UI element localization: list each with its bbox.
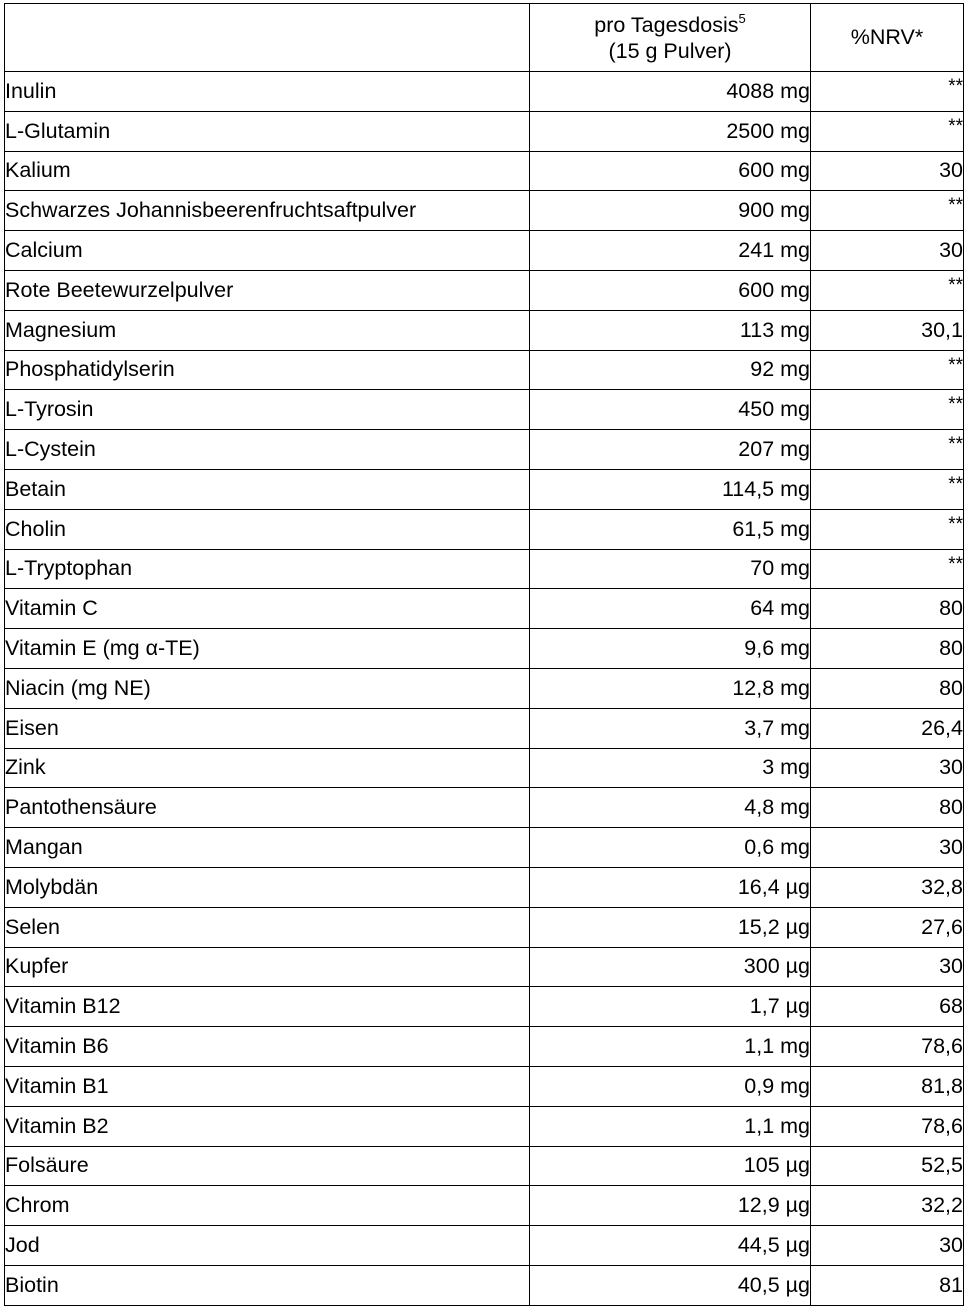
table-row <box>5 788 964 828</box>
nutrient-name: Folsäure <box>5 1146 530 1186</box>
nutrient-amount: 900 mg <box>530 191 811 231</box>
nutrient-amount: 70 mg <box>530 549 811 589</box>
nutrient-amount: 1,1 mg <box>530 1106 811 1146</box>
nutrient-name: Molybdän <box>5 867 530 907</box>
table-row <box>5 350 964 390</box>
nutrient-amount: 207 mg <box>530 430 811 470</box>
nutrient-amount: 12,8 mg <box>530 668 811 708</box>
nutrient-name: Jod <box>5 1226 530 1266</box>
table-row <box>5 947 964 987</box>
table-row <box>5 72 964 112</box>
table-row <box>5 708 964 748</box>
table-row <box>5 151 964 191</box>
table-row <box>5 231 964 271</box>
nutrient-nrv: 80 <box>811 788 964 828</box>
header-dose-line1: pro Tagesdosis <box>594 12 739 37</box>
nutrient-name: Vitamin B2 <box>5 1106 530 1146</box>
nutrient-name: Chrom <box>5 1186 530 1226</box>
nutrient-name: Cholin <box>5 509 530 549</box>
nutrient-amount: 113 mg <box>530 310 811 350</box>
nutrient-amount: 105 µg <box>530 1146 811 1186</box>
header-dose-cell <box>530 4 811 72</box>
nutrient-amount: 2500 mg <box>530 111 811 151</box>
nutrient-name: Vitamin B12 <box>5 987 530 1027</box>
nutrient-amount: 61,5 mg <box>530 509 811 549</box>
nutrient-name: Vitamin B1 <box>5 1066 530 1106</box>
table-row <box>5 1186 964 1226</box>
nutrient-amount: 16,4 µg <box>530 867 811 907</box>
nutrient-name: Magnesium <box>5 310 530 350</box>
nutrient-nrv: ** <box>811 350 964 390</box>
nutrient-name: Zink <box>5 748 530 788</box>
nutrient-amount: 3,7 mg <box>530 708 811 748</box>
nutrient-name: Betain <box>5 469 530 509</box>
nutrient-nrv: 81 <box>811 1265 964 1305</box>
nutrient-name: Phosphatidylserin <box>5 350 530 390</box>
nutrient-name: Vitamin C <box>5 589 530 629</box>
nutrient-nrv: 78,6 <box>811 1027 964 1067</box>
nutrient-name: L-Tryptophan <box>5 549 530 589</box>
nutrient-name: Biotin <box>5 1265 530 1305</box>
nutrient-amount: 600 mg <box>530 270 811 310</box>
nutrient-name: Inulin <box>5 72 530 112</box>
nutrient-nrv: 30 <box>811 1226 964 1266</box>
table-row <box>5 509 964 549</box>
table-row <box>5 748 964 788</box>
nutrient-amount: 0,6 mg <box>530 828 811 868</box>
table-row <box>5 1265 964 1305</box>
nutrient-amount: 0,9 mg <box>530 1066 811 1106</box>
nutrient-amount: 44,5 µg <box>530 1226 811 1266</box>
nutrient-nrv: 30,1 <box>811 310 964 350</box>
table-row <box>5 430 964 470</box>
nutrient-name: L-Glutamin <box>5 111 530 151</box>
table-row <box>5 1146 964 1186</box>
header-nrv-cell: %NRV* <box>811 4 964 72</box>
nutrient-nrv: ** <box>811 111 964 151</box>
nutrient-name: Kalium <box>5 151 530 191</box>
table-row <box>5 390 964 430</box>
nutrient-nrv: ** <box>811 191 964 231</box>
nutrient-nrv: 30 <box>811 151 964 191</box>
nutrient-nrv: ** <box>811 430 964 470</box>
nutrient-amount: 300 µg <box>530 947 811 987</box>
nutrition-table <box>4 3 964 1306</box>
nutrient-amount: 15,2 µg <box>530 907 811 947</box>
nutrient-nrv: 80 <box>811 629 964 669</box>
nutrient-nrv: 30 <box>811 231 964 271</box>
nutrient-nrv: ** <box>811 72 964 112</box>
nutrient-amount: 114,5 mg <box>530 469 811 509</box>
nutrient-name: Kupfer <box>5 947 530 987</box>
nutrient-name: Rote Beetewurzelpulver <box>5 270 530 310</box>
nutrient-nrv: 30 <box>811 748 964 788</box>
nutrient-nrv: 32,2 <box>811 1186 964 1226</box>
nutrient-name: Pantothensäure <box>5 788 530 828</box>
nutrient-nrv: 27,6 <box>811 907 964 947</box>
nutrient-nrv: ** <box>811 549 964 589</box>
nutrient-name: Vitamin B6 <box>5 1027 530 1067</box>
nutrient-name: Calcium <box>5 231 530 271</box>
table-row <box>5 987 964 1027</box>
nutrient-nrv: 68 <box>811 987 964 1027</box>
table-body <box>5 72 964 1306</box>
nutrient-amount: 64 mg <box>530 589 811 629</box>
nutrient-amount: 450 mg <box>530 390 811 430</box>
nutrient-name: Selen <box>5 907 530 947</box>
nutrient-nrv: 30 <box>811 828 964 868</box>
table-row <box>5 469 964 509</box>
header-footnote-marker: 5 <box>738 10 746 26</box>
table-row <box>5 1106 964 1146</box>
nutrient-nrv: ** <box>811 469 964 509</box>
table-row <box>5 629 964 669</box>
nutrient-amount: 600 mg <box>530 151 811 191</box>
header-dose-line2: (15 g Pulver) <box>608 38 732 63</box>
nutrient-name: Mangan <box>5 828 530 868</box>
table-row <box>5 589 964 629</box>
table-row <box>5 867 964 907</box>
table-row <box>5 270 964 310</box>
nutrient-amount: 92 mg <box>530 350 811 390</box>
table-row <box>5 668 964 708</box>
nutrient-name: Niacin (mg NE) <box>5 668 530 708</box>
nutrient-amount: 4088 mg <box>530 72 811 112</box>
nutrient-nrv: ** <box>811 270 964 310</box>
nutrient-nrv: ** <box>811 509 964 549</box>
nutrient-nrv: 30 <box>811 947 964 987</box>
header-row <box>5 4 964 72</box>
nutrient-name: L-Cystein <box>5 430 530 470</box>
table-row <box>5 907 964 947</box>
table-row <box>5 310 964 350</box>
nutrient-nrv: 78,6 <box>811 1106 964 1146</box>
nutrient-name: Eisen <box>5 708 530 748</box>
nutrient-name: L-Tyrosin <box>5 390 530 430</box>
table-row <box>5 111 964 151</box>
nutrient-nrv: 26,4 <box>811 708 964 748</box>
nutrient-nrv: 81,8 <box>811 1066 964 1106</box>
nutrient-amount: 241 mg <box>530 231 811 271</box>
nutrient-amount: 40,5 µg <box>530 1265 811 1305</box>
nutrient-amount: 3 mg <box>530 748 811 788</box>
nutrient-amount: 1,7 µg <box>530 987 811 1027</box>
nutrient-amount: 12,9 µg <box>530 1186 811 1226</box>
table-row <box>5 1226 964 1266</box>
nutrient-amount: 9,6 mg <box>530 629 811 669</box>
nutrient-amount: 1,1 mg <box>530 1027 811 1067</box>
nutrient-name: Vitamin E (mg α-TE) <box>5 629 530 669</box>
header-name-cell <box>5 4 530 72</box>
table-row <box>5 1027 964 1067</box>
nutrient-nrv: 80 <box>811 589 964 629</box>
table-row <box>5 191 964 231</box>
nutrient-name: Schwarzes Johannisbeerenfruchtsaftpulver <box>5 191 530 231</box>
table-row <box>5 1066 964 1106</box>
nutrient-nrv: 52,5 <box>811 1146 964 1186</box>
nutrient-nrv: 32,8 <box>811 867 964 907</box>
table-row <box>5 828 964 868</box>
nutrient-amount: 4,8 mg <box>530 788 811 828</box>
nutrient-nrv: ** <box>811 390 964 430</box>
table-row <box>5 549 964 589</box>
nutrient-nrv: 80 <box>811 668 964 708</box>
